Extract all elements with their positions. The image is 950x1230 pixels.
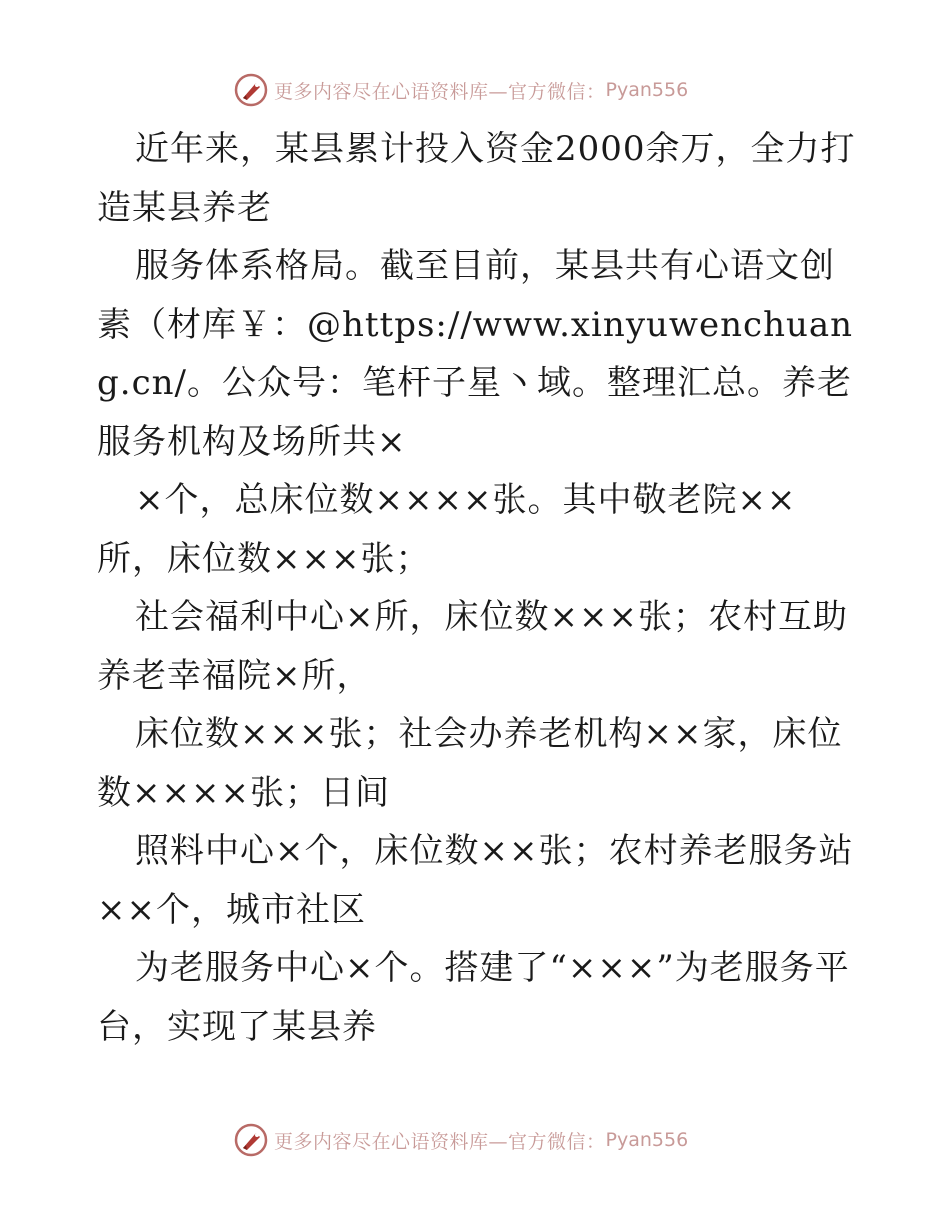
paragraph: 近年来，某县累计投入资金2000余万，全力打造某县养老 [97,129,856,228]
header-watermark [234,72,688,108]
paragraph: 为老服务中心×个。搭建了“×××”为老服务平台，实现了某县养 [97,948,850,1047]
pen-logo-icon [234,1123,268,1157]
paragraph: 照料中心×个，床位数××张；农村养老服务站××个，城市社区 [97,831,854,930]
watermark-wechat-id: Pyan556 [605,79,689,101]
paragraph: 床位数×××张；社会办养老机构××家，床位数××××张；日间 [97,714,843,813]
watermark-text: 更多内容尽在心语资料库—官方微信： [274,80,606,103]
pen-logo-icon [234,73,268,107]
watermark-text: 更多内容尽在心语资料库—官方微信： [274,1130,606,1153]
paragraph: 服务体系格局。截至目前，某县共有心语文创素（材库￥：@https://www.xinyuwenchuang.cn/。公众号：笔杆子星丶域。整理汇总。养老服务机构及场所共× [97,246,854,462]
paragraph: ×个，总床位数××××张。其中敬老院××所，床位数×××张； [97,480,797,579]
document-body [97,120,857,1056]
footer-watermark [234,1122,688,1158]
paragraph: 社会福利中心×所，床位数×××张；农村互助养老幸福院×所， [97,597,848,696]
watermark-wechat-id: Pyan556 [605,1129,689,1151]
